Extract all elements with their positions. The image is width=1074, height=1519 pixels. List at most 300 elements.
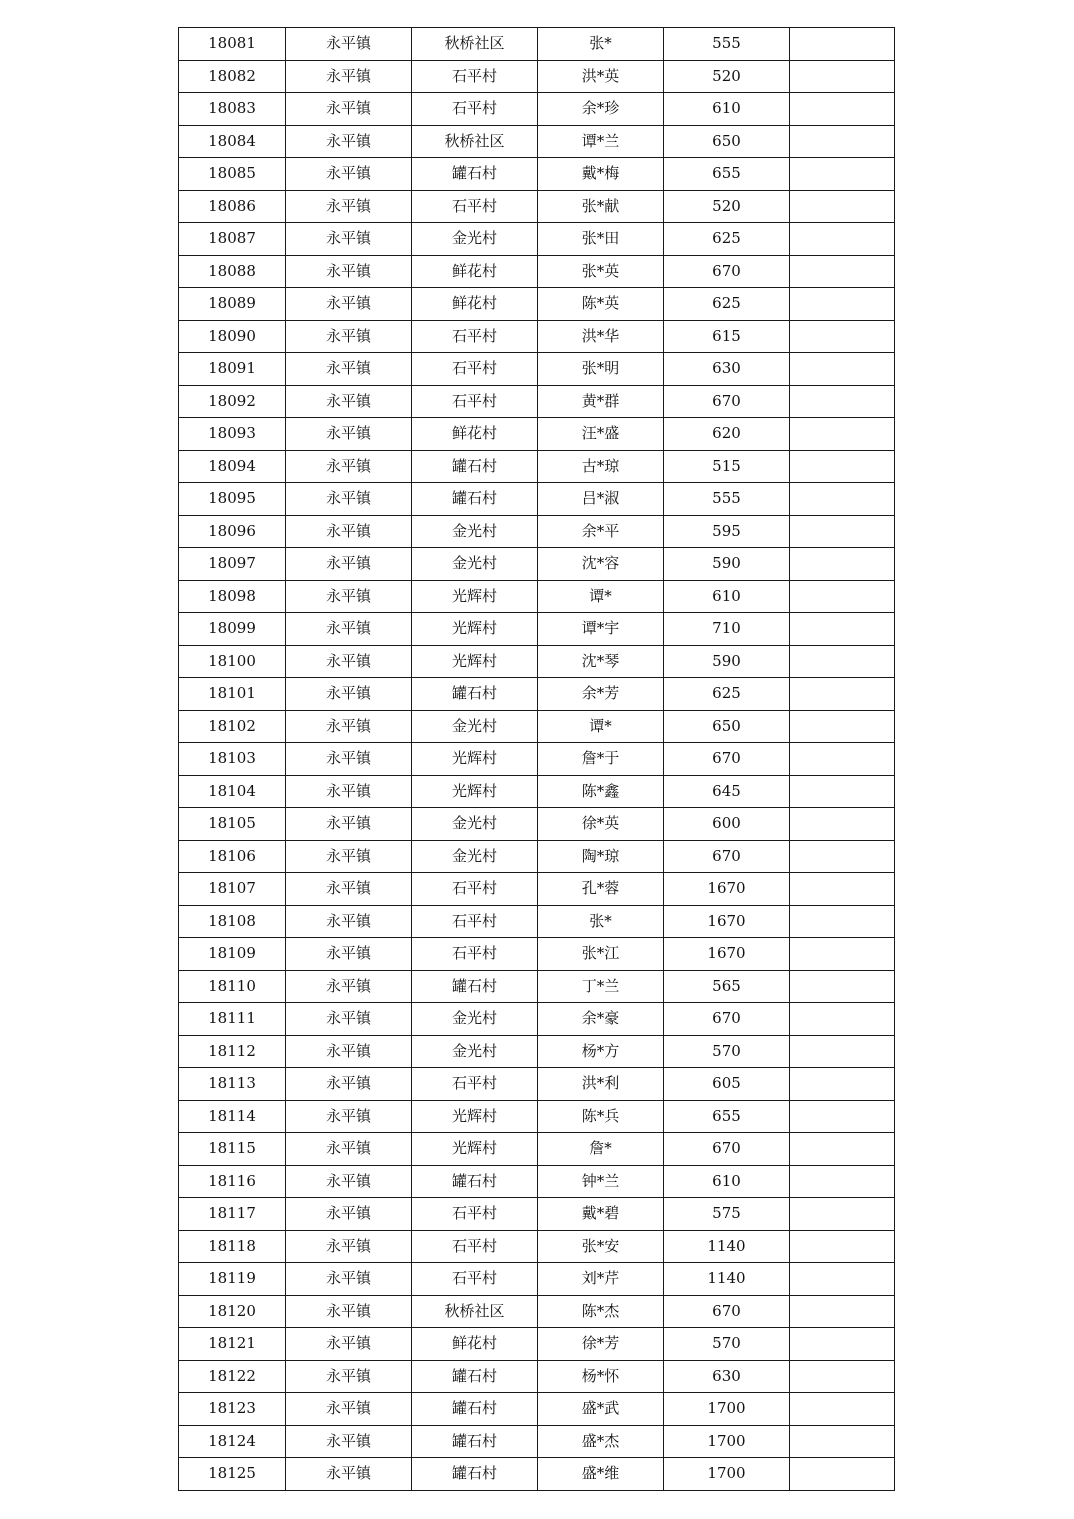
cell-note — [790, 418, 895, 451]
cell-note — [790, 483, 895, 516]
cell-note — [790, 28, 895, 61]
cell-amount: 570 — [664, 1328, 790, 1361]
cell-town: 永平镇 — [286, 1198, 412, 1231]
cell-serial-number: 18101 — [179, 678, 286, 711]
table-row — [179, 580, 895, 613]
cell-amount: 520 — [664, 60, 790, 93]
cell-person-name: 张* — [538, 28, 664, 61]
table-row — [179, 1425, 895, 1458]
cell-amount: 710 — [664, 613, 790, 646]
cell-town: 永平镇 — [286, 60, 412, 93]
cell-serial-number: 18102 — [179, 710, 286, 743]
cell-town: 永平镇 — [286, 905, 412, 938]
cell-person-name: 张*明 — [538, 353, 664, 386]
cell-village: 光辉村 — [412, 613, 538, 646]
cell-town: 永平镇 — [286, 678, 412, 711]
cell-serial-number: 18105 — [179, 808, 286, 841]
cell-serial-number: 18089 — [179, 288, 286, 321]
cell-village: 石平村 — [412, 320, 538, 353]
cell-amount: 515 — [664, 450, 790, 483]
cell-person-name: 余*芳 — [538, 678, 664, 711]
cell-serial-number: 18099 — [179, 613, 286, 646]
cell-amount: 650 — [664, 125, 790, 158]
table-row — [179, 873, 895, 906]
cell-amount: 670 — [664, 743, 790, 776]
cell-serial-number: 18096 — [179, 515, 286, 548]
table-row — [179, 1068, 895, 1101]
cell-note — [790, 1393, 895, 1426]
cell-village: 罐石村 — [412, 483, 538, 516]
cell-town: 永平镇 — [286, 1165, 412, 1198]
cell-serial-number: 18093 — [179, 418, 286, 451]
cell-village: 金光村 — [412, 223, 538, 256]
cell-person-name: 陈*杰 — [538, 1295, 664, 1328]
cell-person-name: 陈*英 — [538, 288, 664, 321]
cell-town: 永平镇 — [286, 320, 412, 353]
cell-amount: 1140 — [664, 1263, 790, 1296]
cell-amount: 670 — [664, 840, 790, 873]
cell-village: 罐石村 — [412, 1458, 538, 1491]
cell-serial-number: 18097 — [179, 548, 286, 581]
table-row — [179, 808, 895, 841]
cell-note — [790, 1100, 895, 1133]
cell-village: 罐石村 — [412, 970, 538, 1003]
cell-amount: 620 — [664, 418, 790, 451]
cell-town: 永平镇 — [286, 515, 412, 548]
cell-person-name: 詹* — [538, 1133, 664, 1166]
table-row — [179, 28, 895, 61]
cell-note — [790, 548, 895, 581]
cell-village: 罐石村 — [412, 450, 538, 483]
cell-serial-number: 18103 — [179, 743, 286, 776]
cell-serial-number: 18120 — [179, 1295, 286, 1328]
table-row — [179, 970, 895, 1003]
cell-serial-number: 18108 — [179, 905, 286, 938]
cell-village: 秋桥社区 — [412, 28, 538, 61]
cell-person-name: 刘*芹 — [538, 1263, 664, 1296]
cell-note — [790, 450, 895, 483]
cell-person-name: 洪*利 — [538, 1068, 664, 1101]
cell-person-name: 张*田 — [538, 223, 664, 256]
cell-town: 永平镇 — [286, 450, 412, 483]
table-row — [179, 645, 895, 678]
cell-amount: 630 — [664, 353, 790, 386]
cell-village: 石平村 — [412, 938, 538, 971]
cell-serial-number: 18122 — [179, 1360, 286, 1393]
table-row — [179, 613, 895, 646]
cell-village: 石平村 — [412, 905, 538, 938]
cell-town: 永平镇 — [286, 483, 412, 516]
cell-village: 石平村 — [412, 1263, 538, 1296]
cell-town: 永平镇 — [286, 710, 412, 743]
cell-person-name: 詹*于 — [538, 743, 664, 776]
cell-amount: 590 — [664, 645, 790, 678]
cell-note — [790, 873, 895, 906]
table-row — [179, 255, 895, 288]
cell-serial-number: 18123 — [179, 1393, 286, 1426]
cell-person-name: 钟*兰 — [538, 1165, 664, 1198]
cell-village: 石平村 — [412, 1198, 538, 1231]
cell-person-name: 陶*琼 — [538, 840, 664, 873]
cell-note — [790, 775, 895, 808]
cell-note — [790, 353, 895, 386]
cell-note — [790, 1360, 895, 1393]
table-row — [179, 483, 895, 516]
table-row — [179, 125, 895, 158]
cell-note — [790, 613, 895, 646]
cell-town: 永平镇 — [286, 548, 412, 581]
cell-person-name: 汪*盛 — [538, 418, 664, 451]
cell-village: 鲜花村 — [412, 255, 538, 288]
table-row — [179, 840, 895, 873]
cell-person-name: 余*珍 — [538, 93, 664, 126]
data-table — [178, 27, 895, 1491]
cell-village: 光辉村 — [412, 580, 538, 613]
cell-person-name: 陈*兵 — [538, 1100, 664, 1133]
cell-note — [790, 1198, 895, 1231]
cell-village: 罐石村 — [412, 1360, 538, 1393]
cell-serial-number: 18098 — [179, 580, 286, 613]
table-row — [179, 515, 895, 548]
cell-town: 永平镇 — [286, 1393, 412, 1426]
cell-village: 光辉村 — [412, 1133, 538, 1166]
cell-amount: 600 — [664, 808, 790, 841]
table-row — [179, 1263, 895, 1296]
table-row — [179, 1393, 895, 1426]
cell-amount: 1700 — [664, 1393, 790, 1426]
cell-person-name: 沈*容 — [538, 548, 664, 581]
cell-serial-number: 18119 — [179, 1263, 286, 1296]
table-row — [179, 1035, 895, 1068]
cell-town: 永平镇 — [286, 385, 412, 418]
cell-amount: 630 — [664, 1360, 790, 1393]
cell-serial-number: 18107 — [179, 873, 286, 906]
cell-note — [790, 320, 895, 353]
cell-note — [790, 645, 895, 678]
table-row — [179, 938, 895, 971]
cell-amount: 555 — [664, 28, 790, 61]
cell-person-name: 张*江 — [538, 938, 664, 971]
cell-serial-number: 18125 — [179, 1458, 286, 1491]
cell-note — [790, 1425, 895, 1458]
cell-amount: 570 — [664, 1035, 790, 1068]
cell-amount: 610 — [664, 580, 790, 613]
cell-town: 永平镇 — [286, 743, 412, 776]
cell-person-name: 杨*怀 — [538, 1360, 664, 1393]
cell-village: 鲜花村 — [412, 1328, 538, 1361]
cell-serial-number: 18088 — [179, 255, 286, 288]
cell-note — [790, 60, 895, 93]
cell-town: 永平镇 — [286, 808, 412, 841]
cell-serial-number: 18104 — [179, 775, 286, 808]
cell-village: 石平村 — [412, 385, 538, 418]
table-row — [179, 223, 895, 256]
cell-person-name: 张*安 — [538, 1230, 664, 1263]
cell-person-name: 戴*梅 — [538, 158, 664, 191]
table-row — [179, 1295, 895, 1328]
table-row — [179, 1360, 895, 1393]
cell-town: 永平镇 — [286, 938, 412, 971]
cell-amount: 625 — [664, 288, 790, 321]
cell-town: 永平镇 — [286, 613, 412, 646]
table-row — [179, 678, 895, 711]
cell-serial-number: 18095 — [179, 483, 286, 516]
cell-amount: 610 — [664, 93, 790, 126]
cell-town: 永平镇 — [286, 190, 412, 223]
cell-serial-number: 18113 — [179, 1068, 286, 1101]
cell-serial-number: 18084 — [179, 125, 286, 158]
cell-village: 鲜花村 — [412, 288, 538, 321]
cell-note — [790, 158, 895, 191]
cell-person-name: 余*豪 — [538, 1003, 664, 1036]
cell-village: 金光村 — [412, 548, 538, 581]
cell-town: 永平镇 — [286, 28, 412, 61]
cell-serial-number: 18110 — [179, 970, 286, 1003]
cell-note — [790, 938, 895, 971]
table-row — [179, 288, 895, 321]
cell-village: 光辉村 — [412, 775, 538, 808]
cell-person-name: 盛*维 — [538, 1458, 664, 1491]
table-row — [179, 710, 895, 743]
table-row — [179, 60, 895, 93]
cell-note — [790, 1068, 895, 1101]
cell-village: 光辉村 — [412, 743, 538, 776]
cell-village: 石平村 — [412, 60, 538, 93]
cell-village: 石平村 — [412, 1230, 538, 1263]
cell-note — [790, 1165, 895, 1198]
cell-serial-number: 18109 — [179, 938, 286, 971]
cell-amount: 670 — [664, 255, 790, 288]
cell-person-name: 谭*宇 — [538, 613, 664, 646]
cell-town: 永平镇 — [286, 353, 412, 386]
cell-amount: 520 — [664, 190, 790, 223]
cell-town: 永平镇 — [286, 288, 412, 321]
cell-note — [790, 288, 895, 321]
cell-amount: 655 — [664, 1100, 790, 1133]
cell-note — [790, 1328, 895, 1361]
cell-amount: 655 — [664, 158, 790, 191]
cell-serial-number: 18090 — [179, 320, 286, 353]
cell-person-name: 陈*鑫 — [538, 775, 664, 808]
cell-village: 金光村 — [412, 840, 538, 873]
table-row — [179, 320, 895, 353]
cell-note — [790, 1458, 895, 1491]
cell-serial-number: 18081 — [179, 28, 286, 61]
table-row — [179, 450, 895, 483]
cell-note — [790, 580, 895, 613]
table-row — [179, 775, 895, 808]
cell-person-name: 余*平 — [538, 515, 664, 548]
cell-village: 金光村 — [412, 1035, 538, 1068]
cell-town: 永平镇 — [286, 840, 412, 873]
cell-serial-number: 18087 — [179, 223, 286, 256]
cell-amount: 1670 — [664, 905, 790, 938]
table-body — [179, 28, 895, 1491]
cell-amount: 650 — [664, 710, 790, 743]
cell-note — [790, 190, 895, 223]
cell-note — [790, 905, 895, 938]
cell-note — [790, 125, 895, 158]
cell-amount: 1700 — [664, 1458, 790, 1491]
cell-town: 永平镇 — [286, 1035, 412, 1068]
cell-amount: 670 — [664, 1133, 790, 1166]
cell-village: 鲜花村 — [412, 418, 538, 451]
cell-serial-number: 18117 — [179, 1198, 286, 1231]
cell-person-name: 张* — [538, 905, 664, 938]
cell-town: 永平镇 — [286, 255, 412, 288]
cell-amount: 605 — [664, 1068, 790, 1101]
cell-serial-number: 18086 — [179, 190, 286, 223]
table-row — [179, 905, 895, 938]
cell-town: 永平镇 — [286, 158, 412, 191]
cell-amount: 1700 — [664, 1425, 790, 1458]
cell-village: 石平村 — [412, 1068, 538, 1101]
cell-village: 金光村 — [412, 808, 538, 841]
cell-town: 永平镇 — [286, 1295, 412, 1328]
cell-town: 永平镇 — [286, 1458, 412, 1491]
cell-town: 永平镇 — [286, 93, 412, 126]
cell-amount: 1670 — [664, 873, 790, 906]
cell-note — [790, 743, 895, 776]
cell-town: 永平镇 — [286, 1068, 412, 1101]
cell-amount: 645 — [664, 775, 790, 808]
cell-serial-number: 18091 — [179, 353, 286, 386]
cell-town: 永平镇 — [286, 1133, 412, 1166]
cell-person-name: 戴*碧 — [538, 1198, 664, 1231]
table-row — [179, 93, 895, 126]
cell-person-name: 张*英 — [538, 255, 664, 288]
cell-amount: 1670 — [664, 938, 790, 971]
cell-village: 罐石村 — [412, 1165, 538, 1198]
table-row — [179, 1458, 895, 1491]
table-row — [179, 1230, 895, 1263]
cell-serial-number: 18118 — [179, 1230, 286, 1263]
cell-town: 永平镇 — [286, 418, 412, 451]
cell-person-name: 徐*芳 — [538, 1328, 664, 1361]
cell-amount: 615 — [664, 320, 790, 353]
cell-person-name: 丁*兰 — [538, 970, 664, 1003]
cell-amount: 610 — [664, 1165, 790, 1198]
cell-person-name: 盛*杰 — [538, 1425, 664, 1458]
cell-note — [790, 678, 895, 711]
table-row — [179, 385, 895, 418]
cell-amount: 565 — [664, 970, 790, 1003]
cell-serial-number: 18111 — [179, 1003, 286, 1036]
cell-note — [790, 1133, 895, 1166]
cell-town: 永平镇 — [286, 580, 412, 613]
cell-village: 金光村 — [412, 710, 538, 743]
table-row — [179, 548, 895, 581]
cell-village: 石平村 — [412, 190, 538, 223]
cell-note — [790, 385, 895, 418]
table-row — [179, 1198, 895, 1231]
cell-serial-number: 18114 — [179, 1100, 286, 1133]
cell-person-name: 沈*琴 — [538, 645, 664, 678]
cell-village: 金光村 — [412, 1003, 538, 1036]
cell-serial-number: 18112 — [179, 1035, 286, 1068]
cell-amount: 625 — [664, 223, 790, 256]
cell-serial-number: 18115 — [179, 1133, 286, 1166]
cell-amount: 625 — [664, 678, 790, 711]
cell-serial-number: 18100 — [179, 645, 286, 678]
cell-serial-number: 18094 — [179, 450, 286, 483]
cell-serial-number: 18083 — [179, 93, 286, 126]
cell-town: 永平镇 — [286, 1360, 412, 1393]
cell-person-name: 张*献 — [538, 190, 664, 223]
cell-town: 永平镇 — [286, 1003, 412, 1036]
cell-note — [790, 808, 895, 841]
cell-note — [790, 1263, 895, 1296]
cell-person-name: 吕*淑 — [538, 483, 664, 516]
cell-village: 罐石村 — [412, 1393, 538, 1426]
cell-note — [790, 840, 895, 873]
table-row — [179, 418, 895, 451]
cell-town: 永平镇 — [286, 1263, 412, 1296]
cell-village: 金光村 — [412, 515, 538, 548]
cell-town: 永平镇 — [286, 125, 412, 158]
cell-amount: 575 — [664, 1198, 790, 1231]
table-row — [179, 158, 895, 191]
cell-village: 石平村 — [412, 93, 538, 126]
cell-town: 永平镇 — [286, 645, 412, 678]
table-row — [179, 743, 895, 776]
cell-serial-number: 18124 — [179, 1425, 286, 1458]
cell-town: 永平镇 — [286, 775, 412, 808]
table-row — [179, 1100, 895, 1133]
cell-town: 永平镇 — [286, 223, 412, 256]
cell-note — [790, 255, 895, 288]
cell-town: 永平镇 — [286, 970, 412, 1003]
cell-village: 罐石村 — [412, 1425, 538, 1458]
cell-village: 石平村 — [412, 353, 538, 386]
table-row — [179, 1133, 895, 1166]
cell-amount: 670 — [664, 1295, 790, 1328]
cell-serial-number: 18106 — [179, 840, 286, 873]
cell-person-name: 洪*英 — [538, 60, 664, 93]
cell-serial-number: 18092 — [179, 385, 286, 418]
cell-village: 光辉村 — [412, 1100, 538, 1133]
table-row — [179, 353, 895, 386]
cell-note — [790, 93, 895, 126]
cell-note — [790, 710, 895, 743]
table-row — [179, 1003, 895, 1036]
cell-amount: 670 — [664, 1003, 790, 1036]
cell-amount: 1140 — [664, 1230, 790, 1263]
cell-person-name: 徐*英 — [538, 808, 664, 841]
cell-serial-number: 18085 — [179, 158, 286, 191]
cell-person-name: 谭* — [538, 710, 664, 743]
cell-note — [790, 1035, 895, 1068]
cell-village: 罐石村 — [412, 678, 538, 711]
cell-person-name: 盛*武 — [538, 1393, 664, 1426]
cell-village: 罐石村 — [412, 158, 538, 191]
cell-town: 永平镇 — [286, 1328, 412, 1361]
cell-amount: 555 — [664, 483, 790, 516]
table-row — [179, 1328, 895, 1361]
cell-serial-number: 18116 — [179, 1165, 286, 1198]
cell-serial-number: 18082 — [179, 60, 286, 93]
cell-town: 永平镇 — [286, 1425, 412, 1458]
cell-town: 永平镇 — [286, 873, 412, 906]
cell-note — [790, 223, 895, 256]
cell-person-name: 黄*群 — [538, 385, 664, 418]
cell-note — [790, 515, 895, 548]
cell-town: 永平镇 — [286, 1230, 412, 1263]
cell-person-name: 谭* — [538, 580, 664, 613]
cell-village: 石平村 — [412, 873, 538, 906]
cell-amount: 590 — [664, 548, 790, 581]
cell-person-name: 洪*华 — [538, 320, 664, 353]
